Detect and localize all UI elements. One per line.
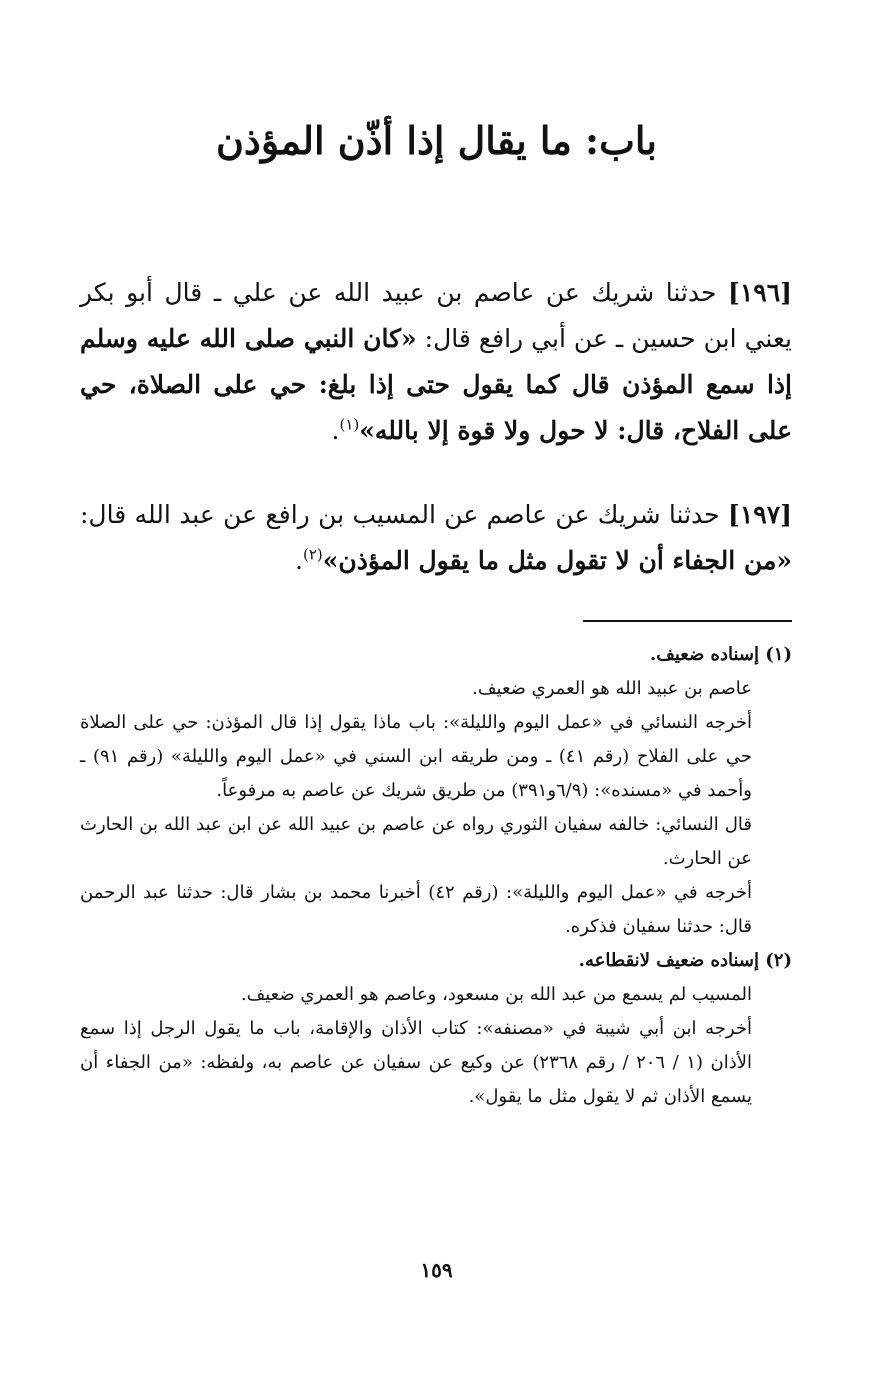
footnote-paragraph: أخرجه ابن أبي شيبة في «مصنفه»: كتاب الأذان والإقامة، باب ما يقول الرجل إذا سمع الأذان (١ / ٢٠٦ / رقم ٢٣٦٨) عن وكيع عن سفيان عن عاصم به، ولفظه: «من الجفاء أن يسمع الأذان ثم لا يقول مثل ما يقول». <box>80 1018 753 1107</box>
hadith-197 <box>80 492 792 584</box>
hadith-text: «من الجفاء أن لا تقول مثل ما يقول المؤذن» <box>322 546 792 575</box>
footnote-body <box>80 672 792 944</box>
sentence-end: . <box>331 416 340 445</box>
hadith-chain: حدثنا شريك عن عاصم بن عبيد الله عن علي ـ قال أبو بكر يعني ابن حسين ـ عن أبي رافع قال: <box>80 278 792 353</box>
hadith-number: [١٩٦] <box>728 278 792 307</box>
hadith-number: [١٩٧] <box>728 500 792 529</box>
footnote-marker: (٢) <box>765 950 792 971</box>
footnote-ref: (١) <box>339 415 360 434</box>
page-number: ١٥٩ <box>420 1258 453 1282</box>
footnote-1 <box>80 638 792 944</box>
footnote-marker: (١) <box>765 644 792 665</box>
footnote-heading <box>80 638 792 672</box>
footnote-grade: إسناده ضعيف لانقطاعه. <box>578 950 759 971</box>
footnote-paragraph: أخرجه النسائي في «عمل اليوم والليلة»: باب ماذا يقول إذا قال المؤذن: حي على الصلاة حي على الفلاح (رقم ٤١) ـ ومن طريقه ابن السني في «عمل اليوم والليلة» (رقم ٩١) ـ وأحمد في «مسنده»: (٦/٩و٣٩١) من طريق شريك عن عاصم به مرفوعاً. <box>80 712 753 801</box>
footnote-ref: (٢) <box>302 545 323 564</box>
footnote-heading <box>80 944 792 978</box>
footnote-grade: إسناده ضعيف. <box>649 644 759 665</box>
footnote-paragraph: قال النسائي: خالفه سفيان الثوري رواه عن عاصم بن عبيد الله عن ابن عبد الله بن الحارث عن الحارث. <box>80 814 752 869</box>
hadith-text: «كان النبي صلى الله عليه وسلم إذا سمع المؤذن قال كما يقول حتى إذا بلغ: حي على الصلاة، حي على الفلاح، قال: لا حول ولا قوة إلا بالله» <box>80 324 792 445</box>
footnote-2 <box>80 944 792 1114</box>
hadith-chain: حدثنا شريك عن عاصم عن المسيب بن رافع عن عبد الله قال: <box>80 500 720 529</box>
sentence-end: . <box>295 546 303 575</box>
footnote-separator <box>583 620 792 622</box>
hadith-196 <box>80 270 792 454</box>
footnote-paragraph: أخرجه في «عمل اليوم والليلة»: (رقم ٤٢) أخبرنا محمد بن بشار قال: حدثنا عبد الرحمن قال: حدثنا سفيان فذكره. <box>80 882 752 937</box>
footnotes <box>80 638 792 1114</box>
footnote-paragraph: المسيب لم يسمع من عبد الله بن مسعود، وعاصم هو العمري ضعيف. <box>240 984 752 1005</box>
footnote-body <box>80 978 792 1114</box>
footnote-paragraph: عاصم بن عبيد الله هو العمري ضعيف. <box>472 678 752 699</box>
chapter-title: باب: ما يقال إذا أذّن المؤذن <box>215 118 657 163</box>
